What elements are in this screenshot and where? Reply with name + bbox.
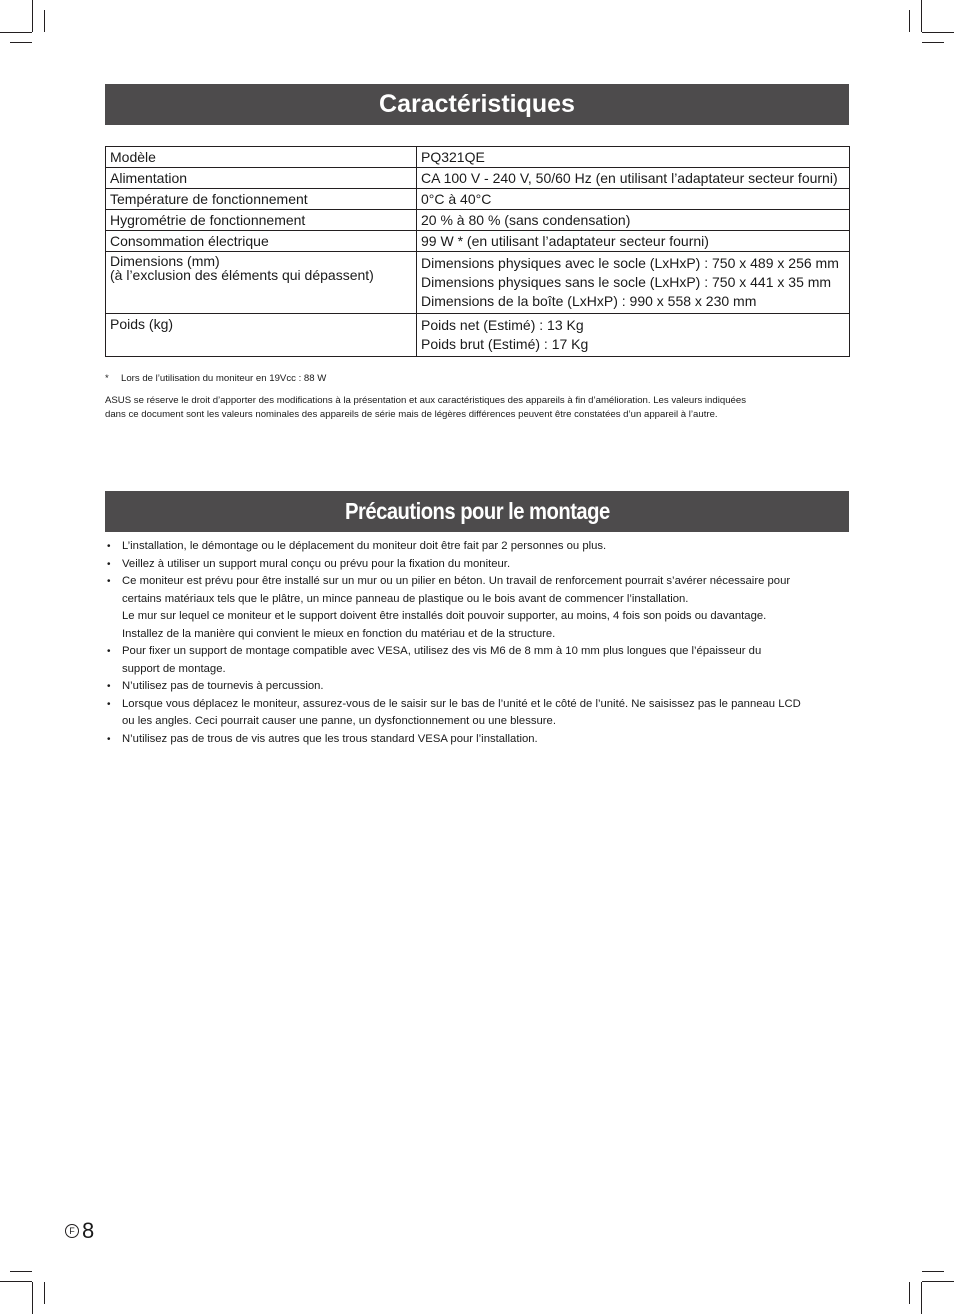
crop-mark [10,42,32,43]
crop-mark [44,10,45,32]
disclaimer-line: dans ce document sont les valeurs nominales des appareils de série mais de légères différences peuvent être constatées d’un appareil à l’autre. [105,409,718,420]
spec-value [417,252,850,314]
crop-mark [922,1271,944,1272]
spec-label: Alimentation [106,168,417,189]
language-badge: F [65,1224,79,1238]
spec-label-line: Dimensions (mm) [110,253,220,269]
spec-label: Modèle [106,147,417,168]
crop-mark [0,32,32,33]
crop-mark [921,0,922,32]
table-row [106,252,850,314]
footnote-text: Lors de l’utilisation du moniteur en 19Vcc : 88 W [121,373,327,384]
spec-label [106,252,417,314]
spec-label: Consommation électrique [106,231,417,252]
spec-value-line: Poids brut (Estimé) : 17 Kg [421,336,589,352]
spec-value-line: Dimensions de la boîte (LxHxP) : 990 x 558 x 230 mm [421,293,757,309]
disclaimer-line: ASUS se réserve le droit d’apporter des modifications à la présentation et aux caractéristiques des appareils à fin d’amélioration. Les valeurs indiquées [105,395,746,406]
spec-value: CA 100 V - 240 V, 50/60 Hz (en utilisant l’adaptateur secteur fourni) [417,168,850,189]
list-item: • Pour fixer un support de montage compatible avec VESA, utilisez des vis M6 de 8 mm à 10 mm plus longues que l’épaisseur du support de montage. [105,643,855,678]
specs-section-title: Caractéristiques [379,90,575,118]
page-number: 8 [82,1218,95,1243]
mounting-section-header [105,491,849,532]
crop-mark [44,1282,45,1304]
crop-mark [32,1282,33,1314]
list-item: • Lorsque vous déplacez le moniteur, assurez-vous de le saisir sur le bas de l’unité et le côté de l’unité. Ne saisissez pas le panneau LCD ou les angles. Ceci pourrait causer une panne, un dysfonctionnement ou une blessure. [105,696,855,731]
spec-label: Température de fonctionnement [106,189,417,210]
table-row [106,147,850,168]
list-item: • L’installation, le démontage ou le déplacement du moniteur doit être fait par 2 personnes ou plus. [105,538,855,556]
table-row [106,189,850,210]
spec-value: 20 % à 80 % (sans condensation) [417,210,850,231]
spec-value [417,314,850,357]
table-row [106,168,850,189]
crop-mark [10,1271,32,1272]
table-row [106,314,850,357]
crop-mark [922,1281,954,1282]
spec-value-line: Dimensions physiques avec le socle (LxHxP) : 750 x 489 x 256 mm [421,255,839,271]
footnote [105,372,326,386]
spec-value-line: Dimensions physiques sans le socle (LxHxP) : 750 x 441 x 35 mm [421,274,832,290]
footnote-marker: * [105,373,109,384]
table-row [106,210,850,231]
spec-value: 99 W * (en utilisant l’adaptateur secteur fourni) [417,231,850,252]
disclaimer [105,394,865,422]
list-item: • Ce moniteur est prévu pour être installé sur un mur ou un pilier en béton. Un travail de renforcement pourrait s’avérer nécessaire pour certains matériaux tels que le plâtre, un mince panneau de plastique ou le bois avant de commencer l’installation. Le mur sur lequel ce moniteur et le support doivent être installés doit pouvoir supporter, au moins, 4 fois son poids ou davantage. Installez de la manière qui convient le mieux en fonction du matériau et de la structure. [105,573,855,643]
crop-mark [0,1281,32,1282]
specs-table [105,146,850,357]
mounting-section-title: Précautions pour le montage [344,498,610,524]
spec-label: Poids (kg) [106,314,417,357]
spec-label: Hygrométrie de fonctionnement [106,210,417,231]
spec-value: 0°C à 40°C [417,189,850,210]
crop-mark [922,32,954,33]
page-footer [65,1218,94,1244]
list-item: • N’utilisez pas de trous de vis autres que les trous standard VESA pour l’installation. [105,731,855,749]
crop-mark [922,42,944,43]
specs-section-header [105,84,849,125]
spec-value-line: Poids net (Estimé) : 13 Kg [421,317,584,333]
list-item: • N’utilisez pas de tournevis à percussion. [105,678,855,696]
spec-value: PQ321QE [417,147,850,168]
crop-mark [909,10,910,32]
spec-label-line: (à l’exclusion des éléments qui dépassent) [110,267,374,283]
crop-mark [32,0,33,32]
list-item: • Veillez à utiliser un support mural conçu ou prévu pour la fixation du moniteur. [105,556,855,574]
precautions-list [105,538,855,748]
crop-mark [909,1282,910,1304]
crop-mark [921,1282,922,1314]
table-row [106,231,850,252]
